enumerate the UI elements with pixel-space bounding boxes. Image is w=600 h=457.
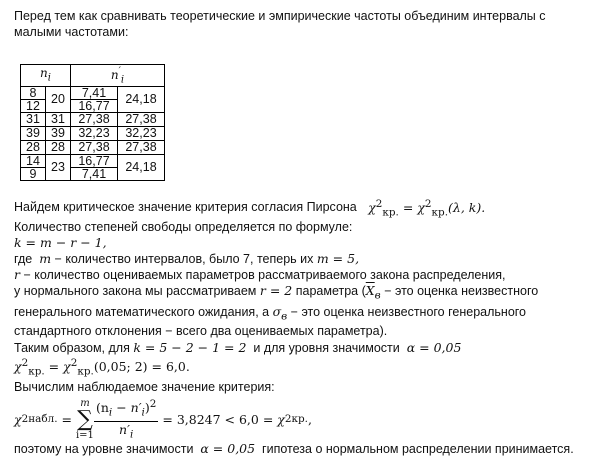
explanation-text bbox=[14, 196, 592, 457]
line-conclusion: поэтому на уровне значимости α = 0,05 гипотеза о нормальном распределении принимается. bbox=[14, 440, 574, 456]
table-row bbox=[21, 155, 165, 168]
cell-npi-total: 32,23 bbox=[118, 127, 165, 141]
cell-npi: 16,77 bbox=[71, 155, 118, 168]
cell-npi: 27,38 bbox=[71, 141, 118, 155]
cell-npi: 32,23 bbox=[71, 127, 118, 141]
fraction: $\frac{(n_i - n'_i)^2}{n'_i}$ bbox=[95, 398, 157, 441]
cell-n: 31 bbox=[21, 113, 46, 127]
table-header-row bbox=[21, 65, 165, 87]
line-r-def: r − количество оцениваемых параметров рассматриваемого закона распределения, bbox=[14, 266, 506, 282]
formula-chi-observed: χ 2 набл. = m ∑ i=1 $\frac{(n_i - n'_i)^2}{n'_i}$ = 3,8247 < 6,0 = χ 2 кр. , bbox=[14, 397, 312, 441]
line-critical: Найдем критическое значение критерия согласия Пирсона $\chi^2_{кр.} = \chi^2_{кр.}(\lambda$, k). bbox=[14, 197, 486, 219]
cell-ni: 28 bbox=[46, 141, 71, 155]
cell-n: 8 bbox=[21, 87, 46, 100]
table-row bbox=[21, 127, 165, 141]
table-row bbox=[21, 113, 165, 127]
cell-ni-merged: 23 bbox=[46, 155, 71, 181]
cell-npi-total: 27,38 bbox=[118, 141, 165, 155]
cell-n: 14 bbox=[21, 155, 46, 168]
formula-chi-crit: $\chi^2_{кр.} = \chi^2_{кр.}(\lambda$, k). bbox=[368, 197, 486, 219]
line-normal-params: у нормального закона мы рассматриваем r = 2 параметра ($\overline{X}_в$ − это оценка неизвестного bbox=[14, 283, 539, 302]
cell-npi: 7,41 bbox=[71, 168, 118, 181]
cell-npi-merged: 24,18 bbox=[118, 155, 165, 181]
line-df-intro: Количество степеней свободы определяется по формуле: bbox=[14, 220, 353, 235]
line-df-formula: k = m − r − 1, bbox=[14, 235, 107, 251]
table-row bbox=[21, 87, 165, 100]
line-params-total: стандартного отклонения − всего два оцениваемых параметра). bbox=[14, 324, 388, 339]
cell-npi-merged: 24,18 bbox=[118, 87, 165, 113]
frequency-table bbox=[20, 64, 165, 181]
intro-text: Перед тем как сравнивать теоретические и эмпирические частоты объединим интервалы с малыми частотами: bbox=[14, 9, 546, 39]
cell-n: 28 bbox=[21, 141, 46, 155]
cell-n: 9 bbox=[21, 168, 46, 181]
cell-ni-merged: 20 bbox=[46, 87, 71, 113]
line-sigma: генерального математического ожидания, а $\sigma_в$ − это оценка неизвестного генерального bbox=[14, 303, 527, 323]
line-observed-intro: Вычислим наблюдаемое значение критерия: bbox=[14, 379, 275, 394]
cell-n: 12 bbox=[21, 100, 46, 113]
cell-ni: 31 bbox=[46, 113, 71, 127]
cell-ni: 39 bbox=[46, 127, 71, 141]
cell-npi: 7,41 bbox=[71, 87, 118, 100]
header-n: $n_i$ bbox=[21, 65, 71, 87]
cell-n: 39 bbox=[21, 127, 46, 141]
line-k-calc: Таким образом, для k = 5 − 2 − 1 = 2 и для уровня значимости α = 0,05 bbox=[14, 339, 462, 355]
header-n-prime: $n'_i$ bbox=[71, 65, 165, 87]
table-row bbox=[21, 141, 165, 155]
cell-npi-total: 27,38 bbox=[118, 113, 165, 127]
cell-npi: 16,77 bbox=[71, 100, 118, 113]
cell-npi: 27,38 bbox=[71, 113, 118, 127]
sum-operator: m ∑ i=1 bbox=[75, 397, 94, 441]
line-m-def: где m − количество интервалов, было 7, теперь их m = 5, bbox=[14, 250, 360, 266]
line-crit-value: $\chi^2_{кр.} = \chi^2_{кр.}(0,05$; 2) = 6,0. bbox=[14, 356, 190, 378]
